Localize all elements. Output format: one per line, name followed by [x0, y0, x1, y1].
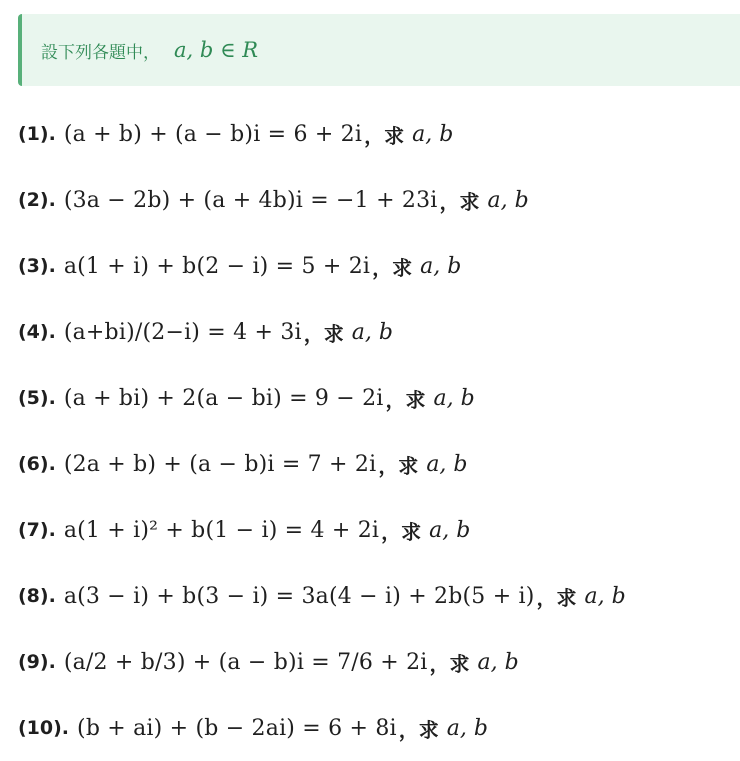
problem-unknowns: a, b: [412, 121, 454, 147]
problem-equation: (b + ai) + (b − 2ai) = 6 + 8i: [77, 715, 397, 741]
problem-unknowns: a, b: [433, 385, 475, 411]
problem-number: (4).: [18, 321, 56, 343]
problem-number: (2).: [18, 189, 56, 211]
problem-number: (10).: [18, 717, 70, 739]
problem-number: (9).: [18, 651, 56, 673]
problem-equation: (2a + b) + (a − b)i = 7 + 2i: [63, 451, 377, 477]
problem-instruction: ，求: [381, 519, 422, 544]
problem-item: [18, 695, 738, 761]
problem-instruction: ，求: [398, 717, 439, 742]
problem-equation: a(3 − i) + b(3 − i) = 3a(4 − i) + 2b(5 + i): [63, 583, 535, 609]
problem-item: [18, 101, 738, 167]
problem-unknowns: a, b: [429, 517, 471, 543]
problem-instruction: ，求: [303, 321, 344, 346]
problem-item: [18, 233, 738, 299]
problem-number: (6).: [18, 453, 56, 475]
problem-number: (1).: [18, 123, 56, 145]
problem-item: [18, 563, 738, 629]
problem-number: (8).: [18, 585, 56, 607]
problem-equation: (3a − 2b) + (a + 4b)i = −1 + 23i: [63, 187, 438, 213]
problem-item: [18, 497, 738, 563]
problem-equation: (a + b) + (a − b)i = 6 + 2i: [63, 121, 363, 147]
instruction-text: 設下列各題中，: [41, 42, 160, 63]
problem-item: [18, 629, 738, 695]
problem-unknowns: a, b: [584, 583, 626, 609]
problem-item: [18, 365, 738, 431]
problem-instruction: ，求: [385, 387, 426, 412]
problem-list: [18, 101, 738, 761]
problem-unknowns: a, b: [351, 319, 393, 345]
problem-instruction: ，求: [372, 255, 413, 280]
instruction-callout: [18, 14, 740, 86]
problem-item: [18, 431, 738, 497]
problem-unknowns: a, b: [487, 187, 529, 213]
instruction-condition: a, b ∈ R: [174, 38, 259, 62]
problem-equation: (a+bi)/(2−i) = 4 + 3i: [63, 319, 302, 345]
problem-number: (3).: [18, 255, 56, 277]
problem-item: [18, 299, 738, 365]
problem-instruction: ，求: [439, 189, 480, 214]
problem-instruction: ，求: [429, 651, 470, 676]
problem-equation: a(1 + i)² + b(1 − i) = 4 + 2i: [63, 517, 380, 543]
problem-number: (5).: [18, 387, 56, 409]
problem-instruction: ，求: [536, 585, 577, 610]
problem-number: (7).: [18, 519, 56, 541]
problem-unknowns: a, b: [420, 253, 462, 279]
problem-unknowns: a, b: [426, 451, 468, 477]
problem-instruction: ，求: [364, 123, 405, 148]
problem-instruction: ，求: [378, 453, 419, 478]
problem-equation: (a + bi) + 2(a − bi) = 9 − 2i: [63, 385, 384, 411]
problem-item: [18, 167, 738, 233]
problem-equation: a(1 + i) + b(2 − i) = 5 + 2i: [63, 253, 371, 279]
problem-unknowns: a, b: [446, 715, 488, 741]
problem-unknowns: a, b: [477, 649, 519, 675]
problem-equation: (a/2 + b/3) + (a − b)i = 7/6 + 2i: [63, 649, 428, 675]
